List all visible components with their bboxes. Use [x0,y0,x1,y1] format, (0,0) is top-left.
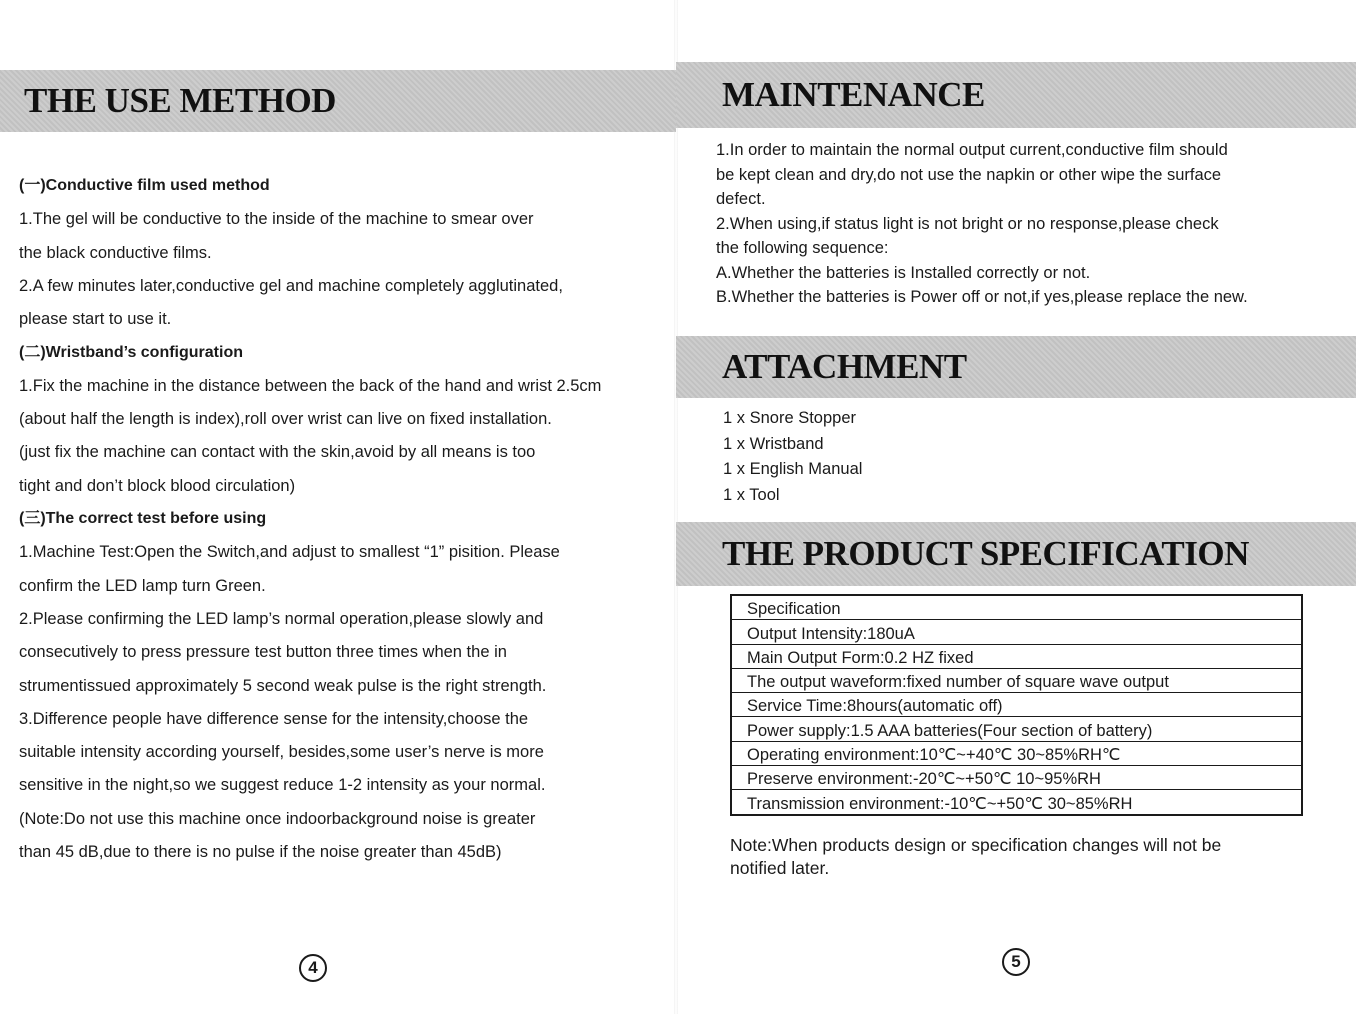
body-text-line: strumentissued approximately 5 second weak pulse is the right strength. [19,676,547,695]
spec-row [731,644,1302,668]
body-text-line: suitable intensity according yourself, besides,some user’s nerve is more [19,743,544,762]
attachment-item: 1 x Tool [723,485,780,504]
body-text-line: tight and don’t block blood circulation) [19,476,296,495]
attachment-item: 1 x Wristband [723,434,824,453]
body-text-line: confirm the LED lamp turn Green. [19,576,266,595]
body-text-line: (just fix the machine can contact with the skin,avoid by all means is too [19,443,536,462]
section-title: THE PRODUCT SPECIFICATION [722,534,1249,573]
spec-cell: Transmission environment:-10℃~+50℃ 30~85%RH [731,790,1302,815]
maintenance-text-line: A.Whether the batteries is Installed correctly or not. [716,263,1091,282]
spec-cell: The output waveform:fixed number of square wave output [731,668,1302,692]
maintenance-text-line: 1.In order to maintain the normal output current,conductive film should [716,141,1228,159]
spec-cell: Output Intensity:180uA [731,620,1302,644]
spec-row [731,790,1302,815]
body-text-line: (Note:Do not use this machine once indoorbackground noise is greater [19,809,536,828]
spec-header-cell: Specification [731,595,1302,620]
subsection-heading: (一)Conductive film used method [19,177,270,194]
body-text-line: 2.Please confirming the LED lamp’s normal operation,please slowly and [19,609,544,628]
body-text-line: 1.Fix the machine in the distance between the back of the hand and wrist 2.5cm [19,376,602,395]
body-text-line: 3.Difference people have difference sense for the intensity,choose the [19,709,529,728]
section-header-attachment [676,336,1356,398]
body-text-line: the black conductive films. [19,243,212,262]
attachment-item: 1 x English Manual [723,460,863,479]
body-text-line: than 45 dB,due to there is no pulse if the noise greater than 45dB) [19,843,502,861]
spec-row [731,668,1302,692]
spec-row [731,717,1302,741]
section-title: ATTACHMENT [722,347,967,386]
section-title: THE USE METHOD [24,81,336,120]
spec-cell: Service Time:8hours(automatic off) [731,693,1302,717]
spec-cell: Preserve environment:-20℃~+50℃ 10~95%RH [731,766,1302,790]
spec-row [731,741,1302,765]
body-text-line: 1.Machine Test:Open the Switch,and adjust to smallest “1” pisition. Please [19,543,560,562]
subsection-heading: (三)The correct test before using [19,510,267,527]
attachment-item: 1 x Snore Stopper [723,409,856,427]
body-text-line: sensitive in the night,so we suggest reduce 1-2 intensity as your normal. [19,776,546,795]
body-text-line: 1.The gel will be conductive to the inside of the machine to smear over [19,210,534,229]
spec-row [731,766,1302,790]
body-text-line: 2.A few minutes later,conductive gel and machine completely agglutinated, [19,276,563,295]
right-page [676,0,1356,1014]
spec-cell: Power supply:1.5 AAA batteries(Four section of battery) [731,717,1302,741]
spec-cell: Operating environment:10℃~+40℃ 30~85%RH℃ [731,741,1302,765]
subsection-heading: (二)Wristband’s configuration [19,343,243,361]
maintenance-text-line: defect. [716,190,766,208]
spec-note-line: notified later. [730,858,830,878]
page-number: 4 [299,954,327,982]
section-title: MAINTENANCE [722,75,985,114]
spec-note-line: Note:When products design or specification changes will not be [730,835,1222,855]
maintenance-text-line: the following sequence: [716,239,889,257]
left-page [0,0,676,1014]
maintenance-text-line: be kept clean and dry,do not use the napkin or other wipe the surface [716,165,1222,184]
maintenance-text-line: 2.When using,if status light is not bright or no response,please check [716,214,1219,233]
spec-row [731,693,1302,717]
spec-row [731,595,1302,620]
specification-table [730,594,1303,816]
maintenance-text-line: B.Whether the batteries is Power off or not,if yes,please replace the new. [716,288,1248,306]
section-header-specification [676,522,1356,586]
spec-row [731,620,1302,644]
body-text-line: consecutively to press pressure test button three times when the in [19,643,507,662]
body-text-line: please start to use it. [19,310,172,329]
page-number: 5 [1002,948,1030,976]
section-header-maintenance [676,62,1356,128]
section-header-use-method [0,70,676,132]
body-text-line: (about half the length is index),roll over wrist can live on fixed installation. [19,410,552,429]
spec-cell: Main Output Form:0.2 HZ fixed [731,644,1302,668]
